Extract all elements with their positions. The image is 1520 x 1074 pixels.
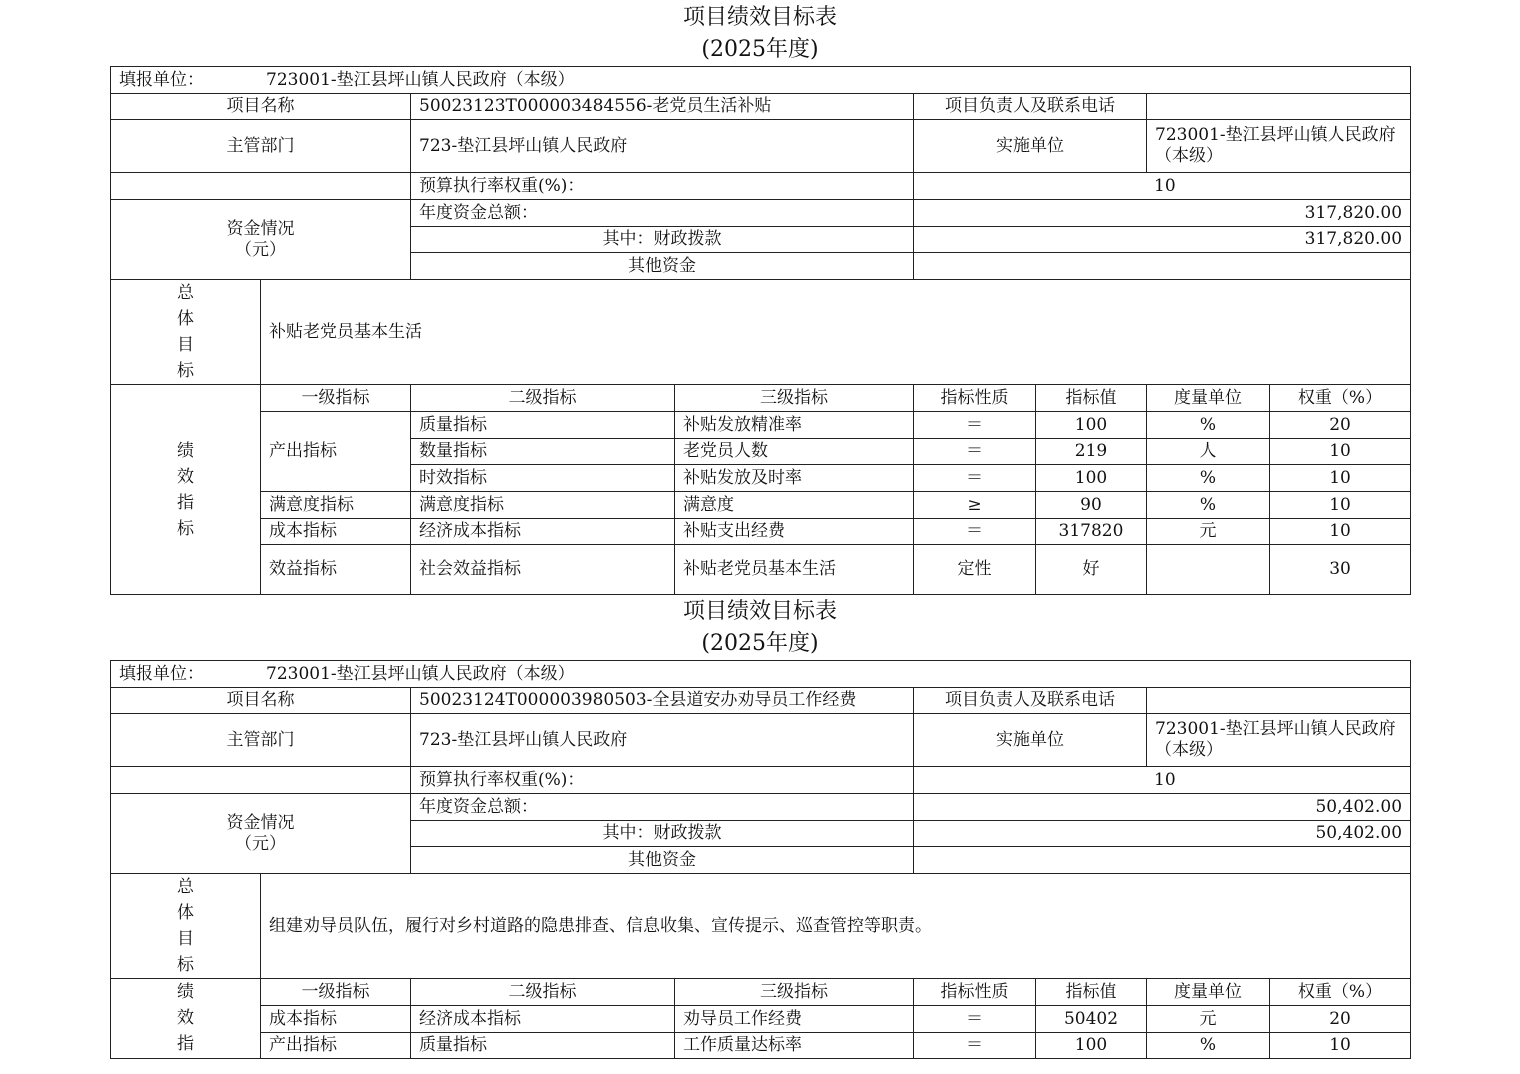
contact-label: 项目负责人及联系电话	[914, 688, 1147, 714]
indicators-label: 绩效指标	[111, 385, 261, 595]
contact-value	[1147, 688, 1411, 714]
nature: ＝	[914, 1006, 1036, 1033]
header-nature: 指标性质	[914, 979, 1036, 1006]
weight: 10	[1270, 1033, 1411, 1059]
form-title: 项目绩效目标表	[682, 5, 837, 30]
level2: 经济成本指标	[411, 1006, 675, 1033]
reporting-unit-label: 填报单位：	[119, 69, 204, 90]
value: 100	[1036, 465, 1147, 492]
level3: 劝导员工作经费	[675, 1006, 914, 1033]
level2: 社会效益指标	[411, 545, 675, 595]
department-row	[111, 714, 1411, 767]
indicator-row	[111, 519, 1411, 545]
funds-label-cell	[111, 794, 411, 874]
level3: 补贴支出经费	[675, 519, 914, 545]
header-level2: 二级指标	[411, 979, 675, 1006]
annual-total-row	[111, 794, 1411, 821]
department: 723-垫江县坪山镇人民政府	[411, 120, 914, 173]
goal-text: 组建劝导员队伍，履行对乡村道路的隐患排查、信息收集、宣传提示、巡查管控等职责。	[261, 874, 1411, 979]
funds-label-cell	[111, 200, 411, 280]
project-name-label: 项目名称	[111, 94, 411, 120]
weight: 10	[1270, 465, 1411, 492]
weight: 30	[1270, 545, 1411, 595]
header-weight: 权重（%）	[1270, 385, 1411, 412]
level1-satisfaction: 满意度指标	[261, 492, 411, 519]
goal-label: 总体目标	[111, 280, 261, 385]
indicator-row	[111, 1006, 1411, 1033]
level2: 质量指标	[411, 1033, 675, 1059]
unit: %	[1147, 492, 1270, 519]
impl-unit: 723001-垫江县坪山镇人民政府（本级）	[1147, 120, 1411, 173]
department: 723-垫江县坪山镇人民政府	[411, 714, 914, 767]
other-funds	[914, 847, 1411, 874]
unit: 元	[1147, 1006, 1270, 1033]
budget-rate-row	[111, 767, 1411, 794]
level1-benefit: 效益指标	[261, 545, 411, 595]
impl-unit-label: 实施单位	[914, 120, 1147, 173]
indicator-header-row	[111, 385, 1411, 412]
value: 50402	[1036, 1006, 1147, 1033]
funds-label: 资金情况	[226, 218, 295, 239]
header-unit: 度量单位	[1147, 979, 1270, 1006]
form-year: (2025年度)	[701, 631, 819, 656]
value: 90	[1036, 492, 1147, 519]
performance-table	[110, 660, 1411, 1059]
project-name: 50023123T000003484556-老党员生活补贴	[411, 94, 914, 120]
nature: 定性	[914, 545, 1036, 595]
goal-row	[111, 874, 1411, 979]
nature: ＝	[914, 1033, 1036, 1059]
unit: 人	[1147, 439, 1270, 465]
weight: 10	[1270, 492, 1411, 519]
budget-rate: 10	[914, 173, 1411, 200]
level3: 补贴发放精准率	[675, 412, 914, 439]
unit: %	[1147, 412, 1270, 439]
goal-label: 总体目标	[111, 874, 261, 979]
value: 219	[1036, 439, 1147, 465]
annual-total-row	[111, 200, 1411, 227]
performance-table	[110, 66, 1411, 595]
header-level1: 一级指标	[261, 385, 411, 412]
other-funds	[914, 253, 1411, 280]
level1-cost: 成本指标	[261, 1006, 411, 1033]
weight: 10	[1270, 439, 1411, 465]
weight: 20	[1270, 412, 1411, 439]
nature: ＝	[914, 465, 1036, 492]
project-name: 50023124T000003980503-全县道安办劝导员工作经费	[411, 688, 914, 714]
nature: ＝	[914, 519, 1036, 545]
level1-cost: 成本指标	[261, 519, 411, 545]
unit: 元	[1147, 519, 1270, 545]
header-nature: 指标性质	[914, 385, 1036, 412]
project-name-row	[111, 688, 1411, 714]
form-title: 项目绩效目标表	[682, 599, 837, 624]
value: 100	[1036, 412, 1147, 439]
level2: 经济成本指标	[411, 519, 675, 545]
level1-output: 产出指标	[261, 412, 411, 492]
budget-rate-label: 预算执行率权重(%)：	[411, 173, 914, 200]
department-row	[111, 120, 1411, 173]
goal-row	[111, 280, 1411, 385]
annual-total-label: 年度资金总额：	[411, 794, 914, 821]
indicators-label: 绩效指	[111, 979, 261, 1059]
funds-unit: （元）	[235, 833, 286, 854]
header-value: 指标值	[1036, 979, 1147, 1006]
level3: 补贴老党员基本生活	[675, 545, 914, 595]
weight: 20	[1270, 1006, 1411, 1033]
impl-unit: 723001-垫江县坪山镇人民政府（本级）	[1147, 714, 1411, 767]
header-value: 指标值	[1036, 385, 1147, 412]
indicator-row	[111, 492, 1411, 519]
reporting-unit: 723001-垫江县坪山镇人民政府（本级）	[266, 69, 575, 90]
header-unit: 度量单位	[1147, 385, 1270, 412]
level2: 时效指标	[411, 465, 675, 492]
other-funds-label: 其他资金	[411, 847, 914, 874]
indicator-row	[111, 545, 1411, 595]
fiscal-amount: 50,402.00	[914, 821, 1411, 847]
contact-label: 项目负责人及联系电话	[914, 94, 1147, 120]
nature: ≥	[914, 492, 1036, 519]
nature: ＝	[914, 412, 1036, 439]
indicator-row	[111, 412, 1411, 439]
header-level1: 一级指标	[261, 979, 411, 1006]
unit	[1147, 545, 1270, 595]
form-year: (2025年度)	[701, 37, 819, 62]
funds-label: 资金情况	[226, 812, 295, 833]
project-name-label: 项目名称	[111, 688, 411, 714]
value: 317820	[1036, 519, 1147, 545]
indicator-row	[111, 1033, 1411, 1059]
level2: 满意度指标	[411, 492, 675, 519]
annual-total: 50,402.00	[914, 794, 1411, 821]
funds-unit: （元）	[235, 239, 286, 260]
level3: 老党员人数	[675, 439, 914, 465]
reporting-unit-label: 填报单位：	[119, 663, 204, 684]
header-weight: 权重（%）	[1270, 979, 1411, 1006]
nature: ＝	[914, 439, 1036, 465]
header-level3: 三级指标	[675, 385, 914, 412]
unit: %	[1147, 1033, 1270, 1059]
budget-rate-label: 预算执行率权重(%)：	[411, 767, 914, 794]
annual-total-label: 年度资金总额：	[411, 200, 914, 227]
contact-value	[1147, 94, 1411, 120]
level1-output: 产出指标	[261, 1033, 411, 1059]
header-level2: 二级指标	[411, 385, 675, 412]
department-label: 主管部门	[111, 714, 411, 767]
value: 好	[1036, 545, 1147, 595]
level3: 工作质量达标率	[675, 1033, 914, 1059]
performance-form-1	[110, 2, 1410, 595]
department-label: 主管部门	[111, 120, 411, 173]
value: 100	[1036, 1033, 1147, 1059]
reporting-unit: 723001-垫江县坪山镇人民政府（本级）	[266, 663, 575, 684]
budget-rate-row	[111, 173, 1411, 200]
other-funds-label: 其他资金	[411, 253, 914, 280]
level3: 补贴发放及时率	[675, 465, 914, 492]
unit: %	[1147, 465, 1270, 492]
level3: 满意度	[675, 492, 914, 519]
fiscal-label: 其中：财政拨款	[411, 227, 914, 253]
goal-text: 补贴老党员基本生活	[261, 280, 1411, 385]
weight: 10	[1270, 519, 1411, 545]
reporting-unit-row	[111, 67, 1411, 94]
performance-form-2	[110, 596, 1410, 1059]
project-name-row	[111, 94, 1411, 120]
level2: 数量指标	[411, 439, 675, 465]
fiscal-amount: 317,820.00	[914, 227, 1411, 253]
level2: 质量指标	[411, 412, 675, 439]
header-level3: 三级指标	[675, 979, 914, 1006]
fiscal-label: 其中：财政拨款	[411, 821, 914, 847]
budget-rate: 10	[914, 767, 1411, 794]
indicator-header-row	[111, 979, 1411, 1006]
reporting-unit-row	[111, 661, 1411, 688]
annual-total: 317,820.00	[914, 200, 1411, 227]
impl-unit-label: 实施单位	[914, 714, 1147, 767]
